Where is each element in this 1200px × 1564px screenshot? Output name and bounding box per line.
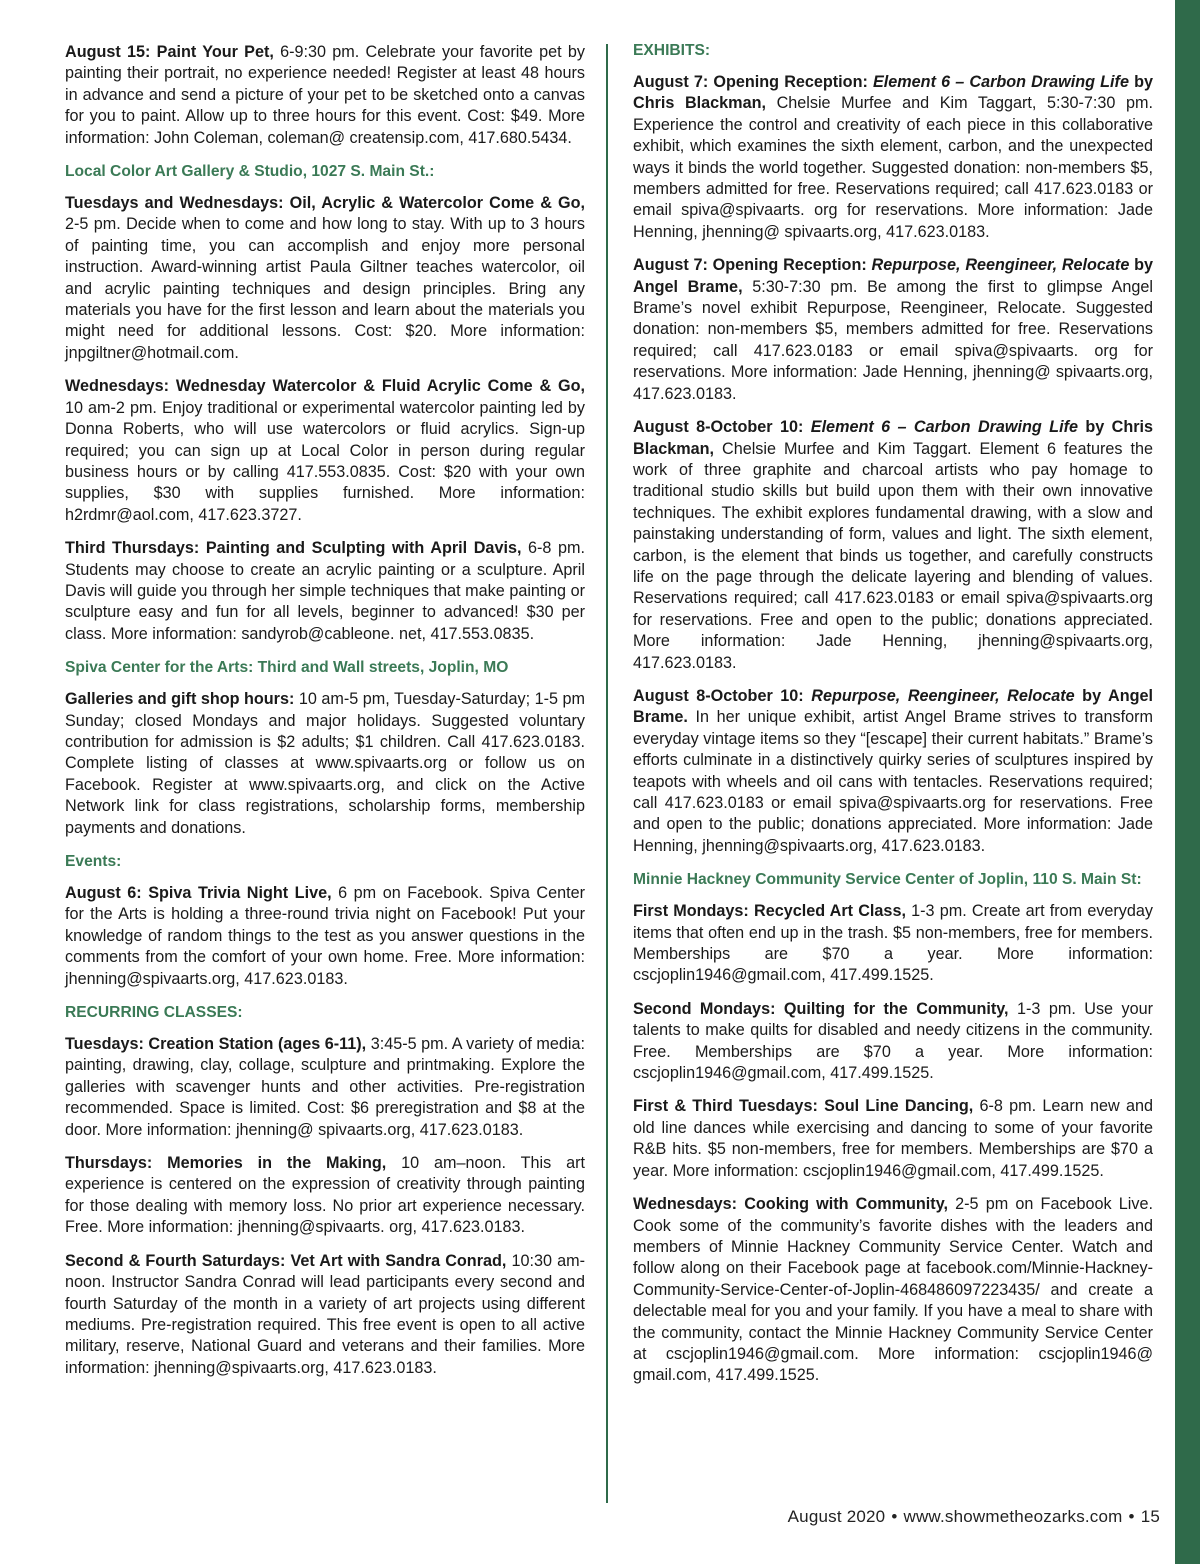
event-listing (633, 72, 1153, 243)
event-listing (633, 1096, 1153, 1182)
event-listing (65, 1034, 585, 1141)
exhibit-name: Element 6 – Carbon Drawing Life (872, 73, 1129, 91)
event-description: 10 am-5 pm, Tuesday-Saturday; 1-5 pm Sunday; closed Mondays and major holidays. Suggested voluntary contribution for admission is $2 adults; $1 children. Call 417.623.0183. Complete listing of classes at www.spivaarts.org or follow us on Facebook. Register at www.spivaarts.org, and click on the Active Network link for class registrations, scholarship forms, membership payments and donations. (65, 690, 586, 837)
event-description: 2-5 pm on Facebook Live. Cook some of the community’s favorite dishes with the leaders and members of Minnie Hackney Community Service Center. Watch and follow along on their Facebook page at facebook.com/Minnie-Hackney-Community-Service-Center-of-Joplin-468486097223435/ and create a delectable meal for you and your family. If you have a meal to share with the community, contact the Minnie Hackney Community Service Center at cscjoplin1946@gmail.com. More information: cscjoplin1946@ gmail.com, 417.499.1525. (633, 1195, 1153, 1385)
event-listing (633, 1194, 1153, 1387)
event-description: 1-3 pm. Use your talents to make quilts for disabled and needy citizens in the community. Free. Memberships are $70 a year. More information: cscjoplin1946@gmail.com, 417.499.1525. (633, 999, 1153, 1083)
sidebar-color-bar (1175, 0, 1200, 1564)
section-heading: Events: (65, 853, 122, 870)
event-title: Second & Fourth Saturdays: Vet Art with Sandra Conrad, (65, 1251, 507, 1270)
event-title-part: by Angel Brame, (633, 256, 1153, 296)
event-description: 6-8 pm. Learn new and old line dances while exercising and dancing to some of your favorite R&B hits. $5 non-members, free for members. Memberships are $70 a year. More information: cscjoplin1946@gmail.com, 417.499.1525. (633, 1097, 1153, 1180)
event-description: 6-9:30 pm. Celebrate your favorite pet by painting their portrait, no experience needed! Register at least 48 hours in advance and send a picture of your pet to be sketched onto a canvas for you to paint. Allow up to three hours for this event. Cost: $49. More information: John Coleman, coleman@ creatensip.com, 417.680.5434. (65, 43, 585, 147)
section-heading: Local Color Art Gallery & Studio, 1027 S. Main St.: (65, 163, 435, 181)
event-title: Third Thursdays: Painting and Sculpting with April Davis, (65, 539, 522, 558)
exhibit-name: Repurpose, Reengineer, Relocate (871, 256, 1130, 275)
event-listing (633, 255, 1153, 405)
event-description: 3:45-5 pm. A variety of media: painting, drawing, clay, collage, sculpture and printmaking. Explore the galleries with scavenger hunts and other activities. Pre-registration recommended. Space is limited. Cost: $6 preregistration and $8 at the door. More information: jhenning@ spivaarts.org, 417.623.0183. (65, 1035, 585, 1139)
right-column (633, 40, 1153, 1399)
event-listing (65, 1153, 585, 1239)
event-description: 5:30-7:30 pm. Be among the first to glimpse Angel Brame’s novel exhibit Repurpose, Reengineer, Relocate. Suggested donation: non-members $5, members admitted for free. Reservations required; call 417.623.0183 or email spiva@spivaarts. org for reservations. More information: Jade Henning, jhenning@ spivaarts.org, 417.623.0183. (633, 277, 1153, 403)
event-title (633, 902, 906, 920)
event-description: 10 am–noon. This art experience is centered on the expression of creativity through painting for those dealing with memory loss. No prior art experience necessary. Free. More information: jhenning@spivaarts. org, 417.623.0183. (65, 1154, 585, 1237)
section-heading: Minnie Hackney Community Service Center of Joplin, 110 S. Main St: (633, 871, 1142, 889)
event-description: 6-8 pm. Students may choose to create an acrylic painting or a sculpture. April Davis will guide you through her simple techniques that make painting or sculpture easy and fun for all levels, beginner to advanced! $30 per class. More information: sandyrob@cableone. net, 417.553.0835. (65, 539, 585, 643)
event-title: Wednesdays: Wednesday Watercolor & Fluid Acrylic Come & Go, (65, 377, 585, 396)
event-title: Thursdays: Memories in the Making, (65, 1154, 387, 1173)
section-heading: Spiva Center for the Arts: Third and Wall streets, Joplin, MO (65, 659, 509, 677)
section-heading: RECURRING CLASSES: (65, 1004, 243, 1022)
event-title-part: August 7: Opening Reception: (633, 73, 873, 91)
event-title-part: First Mondays: Recycled Art Class, (633, 902, 906, 921)
event-listing (633, 901, 1153, 987)
page-footer (788, 1507, 1160, 1527)
event-title-part: August 8-October 10: (633, 418, 811, 437)
event-title-part: Second Mondays: Quilting for the Community, (633, 999, 1009, 1018)
event-listing (65, 376, 585, 526)
footer-issue: August 2020 (787, 1507, 886, 1526)
event-listing (633, 417, 1153, 674)
section-heading: EXHIBITS: (633, 42, 711, 59)
event-title: Tuesdays: Creation Station (ages 6-11), (65, 1035, 367, 1054)
page-number: 15 (1140, 1507, 1160, 1526)
event-description: 2-5 pm. Decide when to come and how long to stay. With up to 3 hours of painting time, you can accomplish and enjoy more personal instruction. Award-winning artist Paula Giltner teaches watercolor, oil and acrylic painting techniques and design principles. Bring any materials you have for the first lesson and learn about the materials you might need for additional lessons. Cost: $20. More information: jnpgiltner@hotmail.com. (65, 215, 585, 362)
event-title: Galleries and gift shop hours: (65, 690, 295, 709)
event-listing (633, 686, 1153, 857)
column-divider (606, 44, 608, 1503)
event-title (633, 1000, 1009, 1018)
event-listing (65, 538, 585, 645)
left-column (65, 42, 585, 1391)
event-title-part: by Chris Blackman, (633, 418, 1154, 458)
event-description: Chelsie Murfee and Kim Taggart, 5:30-7:30 pm. Experience the control and creativity of each piece in this collaborative exhibit, which examines the sixth element, carbon, and the unexpected ways it binds the world together. Suggested donation: non-members $5, members admitted for free. Reservations required; call 417.623.0183 or email spiva@spivaarts. org for reservations. More information: Jade Henning, jhenning@ spivaarts.org, 417.623.0183. (633, 94, 1153, 241)
event-title-part: August 7: Opening Reception: (633, 256, 872, 275)
footer-bullet-1: • (891, 1507, 898, 1526)
event-description: 6 pm on Facebook. Spiva Center for the Arts is holding a three-round trivia night on Facebook! Put your knowledge of random things to the test as you answer questions in the comments from the comfort of your own home. Free. More information: jhenning@spivaarts.org, 417.623.0183. (65, 884, 585, 988)
event-title: August 6: Spiva Trivia Night Live, (65, 884, 332, 902)
event-listing (65, 1251, 585, 1379)
event-description: 10:30 am-noon. Instructor Sandra Conrad will lead participants every second and fourth Saturday of the month in a variety of art projects using different mediums. Pre-registration required. This free event is open to all active military, reserve, National Guard and veterans and their families. More information: jhenning@spivaarts.org, 417.623.0183. (65, 1251, 585, 1377)
event-title-part: August 8-October 10: (633, 686, 812, 705)
event-listing (65, 883, 585, 990)
event-title-part: First & Third Tuesdays: Soul Line Dancing, (633, 1097, 974, 1116)
footer-site-link[interactable]: www.showmetheozarks.com (903, 1507, 1123, 1526)
event-title: Tuesdays and Wednesdays: Oil, Acrylic & Watercolor Come & Go, (65, 194, 585, 213)
event-listing (65, 193, 585, 364)
event-title (633, 1195, 948, 1213)
event-listing (65, 42, 585, 149)
event-description: In her unique exhibit, artist Angel Brame strives to transform everyday vintage items so they “[escape] their current habitats.” Brame’s efforts culminate in a distinctively quirky series of sculptures inspired by teapots with wheels and oil cans with tentacles. Reservations required; call 417.623.0183 or email spiva@spivaarts.org for reservations. Free and open to the public; donations appreciated. More information: Jade Henning, jhenning@spivaarts.org, 417.623.0183. (633, 708, 1153, 855)
event-title (633, 1097, 973, 1115)
event-description: Chelsie Murfee and Kim Taggart. Element 6 features the work of three graphite and charcoal artists who pay homage to traditional studio skills but build upon them with their own innovative techniques. The exhibit explores fundamental drawing, with a slow and painstaking understanding of form, values and light. The sixth element, carbon, is the element that binds us together, and carefully constructs life on the page through the delicate layering and blending of values. Reservations required; call 417.623.0183 or email spiva@spivaarts.org for reservations. Free and open to the public; donations appreciated. More information: Jade Henning, jhenning@spivaarts.org, 417.623.0183. (633, 439, 1153, 672)
event-title-part: by Angel Brame. (633, 686, 1153, 727)
event-listing (65, 689, 585, 839)
exhibit-name: Repurpose, Reengineer, Relocate (811, 686, 1075, 705)
event-listing (633, 999, 1153, 1085)
event-title-part: Wednesdays: Cooking with Community, (633, 1195, 948, 1214)
event-description: 1-3 pm. Create art from everyday items that often end up in the trash. $5 non-members, free for members. Memberships are $70 a year. More information: cscjoplin1946@gmail.com, 417.499.1525. (633, 902, 1153, 985)
exhibit-name: Element 6 – Carbon Drawing Life (810, 418, 1078, 437)
event-title: August 15: Paint Your Pet, (65, 43, 274, 61)
event-title-part: by Chris Blackman, (633, 73, 1153, 113)
event-description: 10 am-2 pm. Enjoy traditional or experimental watercolor painting led by Donna Roberts, who will use watercolors or fluid acrylics. Sign-up required; you can sign up at Local Color in person during regular business hours or by calling 417.553.0835. Cost: $20 with your own supplies, $30 with supplies furnished. More information: h2rdmr@aol.com, 417.623.3727. (65, 398, 585, 524)
footer-bullet-2: • (1128, 1507, 1135, 1526)
